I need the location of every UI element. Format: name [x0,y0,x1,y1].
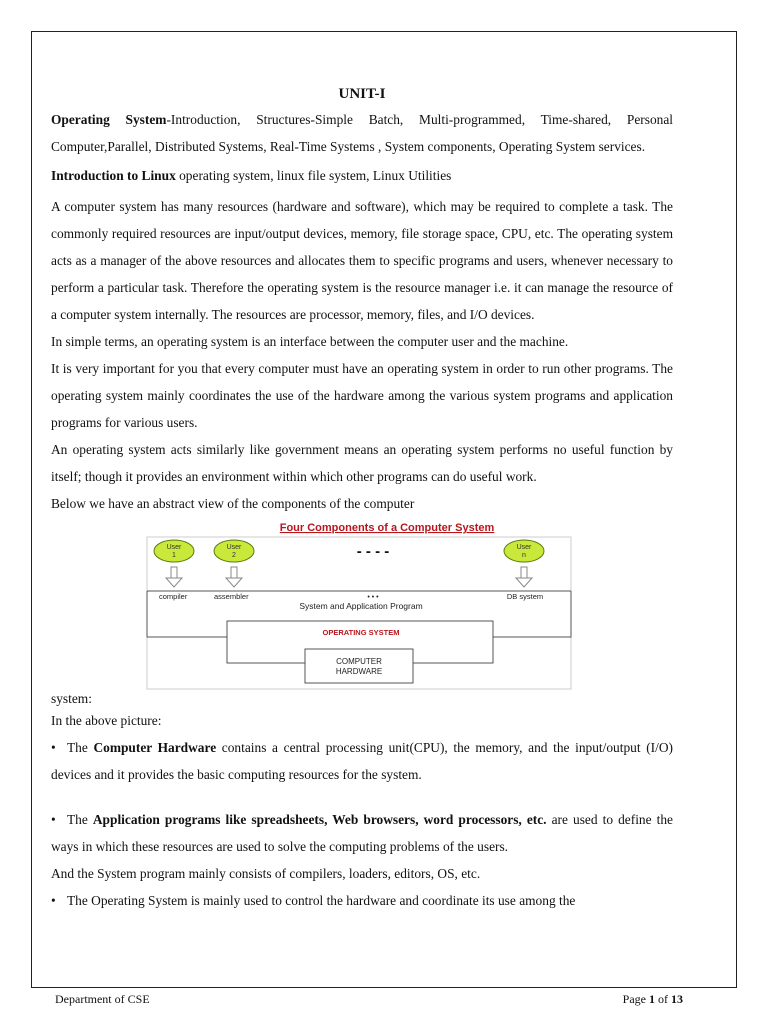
bullet-hardware-bold: Computer Hardware [93,740,217,755]
bullet-hardware-pre: The [67,740,94,755]
diagram-title: Four Components of a Computer System [279,522,495,534]
user-1-number: 1 [172,552,176,559]
page-label: Page [622,992,649,1006]
assembler-label: assembler [214,592,249,601]
paragraph-interface: In simple terms, an operating system is an interface between the computer user and the machine. [51,334,569,349]
page-of-label: of [655,992,671,1006]
paragraph-government: An operating system acts similarly like government means an operating system performs no useful function by itself; though it provides an environment within which other programs can do useful work. [51,442,673,484]
bullet-marker: • [51,893,56,908]
hardware-box [305,649,413,683]
hardware-label-line1: COMPUTER [336,657,382,666]
paragraph-importance: It is very important for you that every computer must have an operating system in order to run other programs. The operating system mainly coordinates the use of the hardware among the various system programs and application programs for various users. [51,361,673,430]
paragraph-abstract-view: Below we have an abstract view of the components of the computer [51,496,415,511]
diagram-svg [51,517,673,692]
unit-title: UNIT-I [338,86,386,102]
syllabus-os [51,106,673,160]
user-n-label: User [516,544,532,551]
bullet-applications [51,806,673,860]
user-1-label: User [166,544,182,551]
paragraph-system-program: And the System program mainly consists of compilers, loaders, editors, OS, etc. [51,866,481,881]
system-application-label: System and Application Program [299,601,423,611]
bullet-operating-system [51,887,673,914]
page-current: 1 [649,992,655,1006]
compiler-label: compiler [159,592,188,601]
bullet-os-text: The Operating System is mainly used to control the hardware and coordinate its use among the [67,893,576,908]
operating-system-label: OPERATING SYSTEM [322,628,400,637]
paragraph-system: system: [51,691,92,706]
paragraph-above-picture: In the above picture: [51,713,162,728]
ellipsis-label: • • • [367,594,379,601]
bullet-applications-pre: The [67,812,93,827]
spacer [51,788,673,806]
hardware-label-line2: HARDWARE [335,667,383,676]
components-diagram [51,517,673,692]
bullet-marker: • [51,812,56,827]
user-2-label: User [226,544,242,551]
linux-topics: operating system, linux file system, Linux Utilities [175,168,452,183]
page-total: 13 [671,992,683,1006]
bullet-applications-text: are used to define the ways in which these resources are used to solve the computing problems of the users. [51,812,673,854]
more-users-dots: - - - - [356,543,390,560]
os-topics: -Introduction, Structures-Simple Batch, Multi-programmed, Time-shared, Personal Computer,Parallel, Distributed Systems, Real-Time Systems , System components, Operating System services. [51,112,673,154]
page-content [51,84,673,914]
user-n-number: n [522,552,526,559]
linux-label: Introduction to Linux [51,168,176,183]
db-system-label: DB system [506,592,544,601]
department-label: Department of CSE [55,992,150,1006]
bullet-marker: • [51,740,56,755]
bullet-hardware-text: contains a central processing unit(CPU), the memory, and the input/output (I/O) devices and it provides the basic computing resources for the system. [51,740,673,782]
bullet-hardware [51,734,673,788]
syllabus-linux [51,162,673,189]
bullet-applications-bold: Application programs like spreadsheets, Web browsers, word processors, etc. [92,812,547,827]
paragraph-resources: A computer system has many resources (hardware and software), which may be required to complete a task. The commonly required resources are input/output devices, memory, file storage space, CPU, etc. The operating system acts as a manager of the above resources and allocates them to specific programs and users, whenever necessary to perform a particular task. Therefore the operating system is the resource manager i.e. it can manage the resource of a computer system internally. The resources are processor, memory, files, and I/O devices. [51,199,673,322]
user-2-number: 2 [232,552,236,559]
page-number [623,992,683,1007]
os-label: Operating System [51,112,167,127]
